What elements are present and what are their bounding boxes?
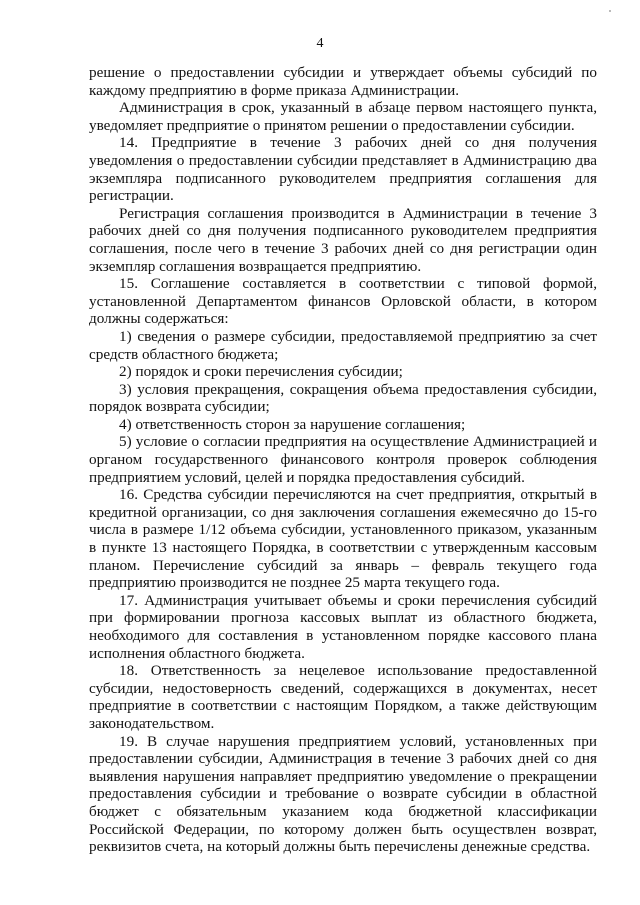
paragraph-continuation: решение о предоставлении субсидии и утверждает объемы субсидий по каждому предприятию в форме приказа Администрации. (89, 64, 597, 99)
list-item: 3) условия прекращения, сокращения объема предоставления субсидии, порядок возврата субсидии; (89, 380, 597, 416)
page-number: 4 (316, 36, 324, 51)
scan-speck (609, 10, 611, 12)
paragraph: Администрация в срок, указанный в абзаце первом настоящего пункта, уведомляет предприятие о принятом решении о предоставлении субсидии. (89, 99, 597, 134)
document-body (89, 64, 597, 856)
paragraph-item-16: 16. Средства субсидии перечисляются на счет предприятия, открытый в кредитной организации, со дня заключения соглашения ежемесячно до 15-го числа в размере 1/12 объема субсидии, установленного приказом, указанным в пункте 13 настоящего Порядка, в соответствии с утвержденным кассовым планом. Перечисление субсидий за январь – февраль текущего года предприятию производится не позднее 25 марта текущего года. (89, 486, 597, 592)
paragraph-item-14: 14. Предприятие в течение 3 рабочих дней со дня получения уведомления о предоставлении субсидии представляет в Администрацию два экземпляра подписанного руководителем предприятия соглашения для регистрации. (89, 134, 597, 205)
list-item: 4) ответственность сторон за нарушение соглашения; (119, 415, 466, 433)
paragraph-item-18: 18. Ответственность за нецелевое использование предоставленной субсидии, недостоверность сведений, содержащихся в документах, несет предприятие в соответствии с настоящим Порядком, а также действующим законодательством. (89, 662, 597, 732)
list-item: 1) сведения о размере субсидии, предоставляемой предприятию за счет средств областного бюджета; (89, 327, 597, 363)
list-item: 2) порядок и сроки перечисления субсидии; (119, 363, 403, 381)
list-item: 5) условие о согласии предприятия на осуществление Администрацией и органом государственного финансового контроля проверок соблюдения предприятием условий, целей и порядка предоставления субсидий. (89, 433, 597, 486)
paragraph: Регистрация соглашения производится в Администрации в течение 3 рабочих дней со дня получения подписанного руководителем предприятия соглашения, после чего в течение 3 рабочих дней со дня регистрации один экземпляр соглашения возвращается предприятию. (89, 204, 597, 275)
paragraph-item-19: 19. В случае нарушения предприятием условий, установленных при предоставлении субсидии, Администрация в течение 3 рабочих дней со дня выявления нарушения направляет предприятию уведомление о прекращении предоставления субсидии и требование о возврате субсидии в областной бюджет с обязательным указанием кода бюджетной классификации Российской Федерации, по которому должен быть осуществлен возврат, реквизитов счета, на который должны быть перечислены денежные средства. (89, 732, 597, 856)
paragraph-item-15: 15. Соглашение составляется в соответствии с типовой формой, установленной Департаментом финансов Орловской области, в котором должны содержаться: (89, 275, 597, 328)
paragraph-item-17: 17. Администрация учитывает объемы и сроки перечисления субсидий при формировании прогноза кассовых выплат из областного бюджета, необходимого для составления в установленном порядке кассового плана исполнения областного бюджета. (89, 591, 597, 662)
